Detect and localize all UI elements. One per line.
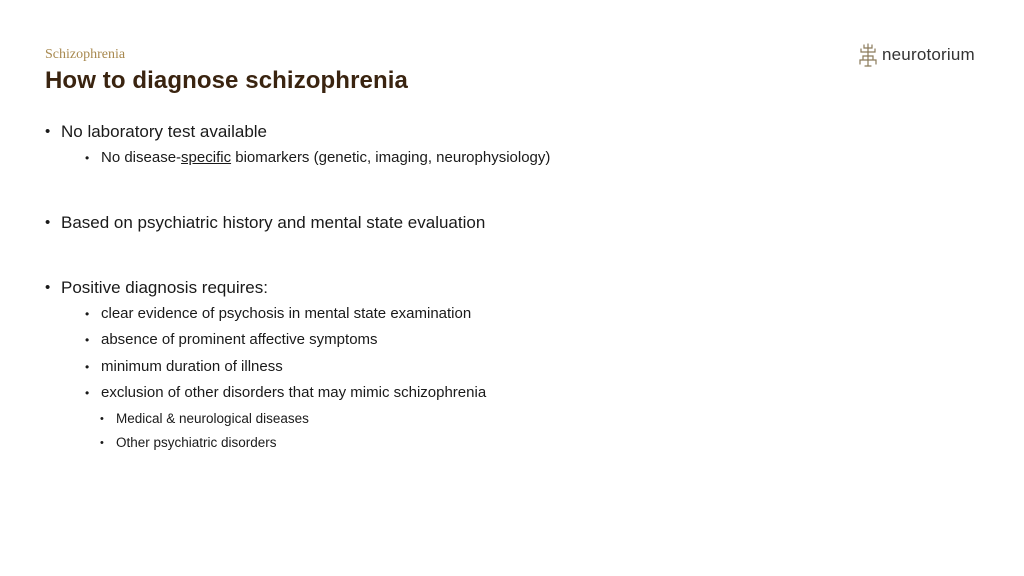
sub-bullet-item bbox=[85, 380, 945, 407]
bullet-text: No laboratory test available bbox=[61, 122, 268, 141]
slide-title: How to diagnose schizophrenia bbox=[45, 67, 408, 94]
bullet-text: Positive diagnosis requires: bbox=[61, 277, 268, 297]
sub-sub-bullet-text: Medical & neurological diseases bbox=[116, 410, 309, 426]
sub-bullet-text: exclusion of other disorders that may mimic schizophrenia bbox=[101, 384, 487, 401]
bullet-dot: • bbox=[85, 359, 90, 374]
bullet-dot: • bbox=[45, 278, 51, 296]
logo-text: neurotorium bbox=[882, 45, 975, 64]
sub-bullet-text: clear evidence of psychosis in mental state examination bbox=[101, 304, 472, 322]
underlined-word: specific bbox=[181, 149, 232, 166]
bullet-list bbox=[45, 119, 945, 455]
sub-bullet-text-pre: No disease- bbox=[101, 149, 182, 166]
bullet-dot: • bbox=[100, 412, 104, 425]
sub-bullet-text-post: biomarkers (genetic, imaging, neurophysiology) bbox=[231, 149, 551, 166]
bullet-dot: • bbox=[45, 123, 51, 140]
bullet-item bbox=[45, 119, 945, 145]
bullet-dot: • bbox=[100, 436, 104, 449]
bullet-dot: • bbox=[85, 306, 90, 321]
sub-bullet-text: minimum duration of illness bbox=[101, 357, 283, 375]
sub-bullet-item bbox=[85, 354, 945, 381]
bullet-dot: • bbox=[85, 151, 90, 165]
sub-bullet-item bbox=[85, 327, 945, 354]
bullet-dot: • bbox=[85, 333, 90, 347]
neuron-tree-icon bbox=[858, 43, 878, 67]
sub-bullet-item bbox=[85, 301, 945, 328]
bullet-item bbox=[45, 210, 945, 236]
topic-label: Schizophrenia bbox=[45, 47, 126, 62]
bullet-item bbox=[45, 275, 945, 301]
sub-sub-bullet-item bbox=[100, 407, 945, 431]
logo bbox=[858, 43, 975, 67]
sub-sub-bullet-text: Other psychiatric disorders bbox=[116, 434, 277, 450]
bullet-dot: • bbox=[85, 386, 90, 400]
sub-sub-bullet-item bbox=[100, 431, 945, 455]
bullet-dot: • bbox=[45, 213, 51, 231]
sub-bullet-text: absence of prominent affective symptoms bbox=[101, 331, 378, 348]
spacer bbox=[45, 172, 945, 210]
bullet-text: Based on psychiatric history and mental state evaluation bbox=[61, 212, 486, 232]
spacer bbox=[45, 236, 945, 275]
sub-bullet-item bbox=[85, 145, 945, 172]
